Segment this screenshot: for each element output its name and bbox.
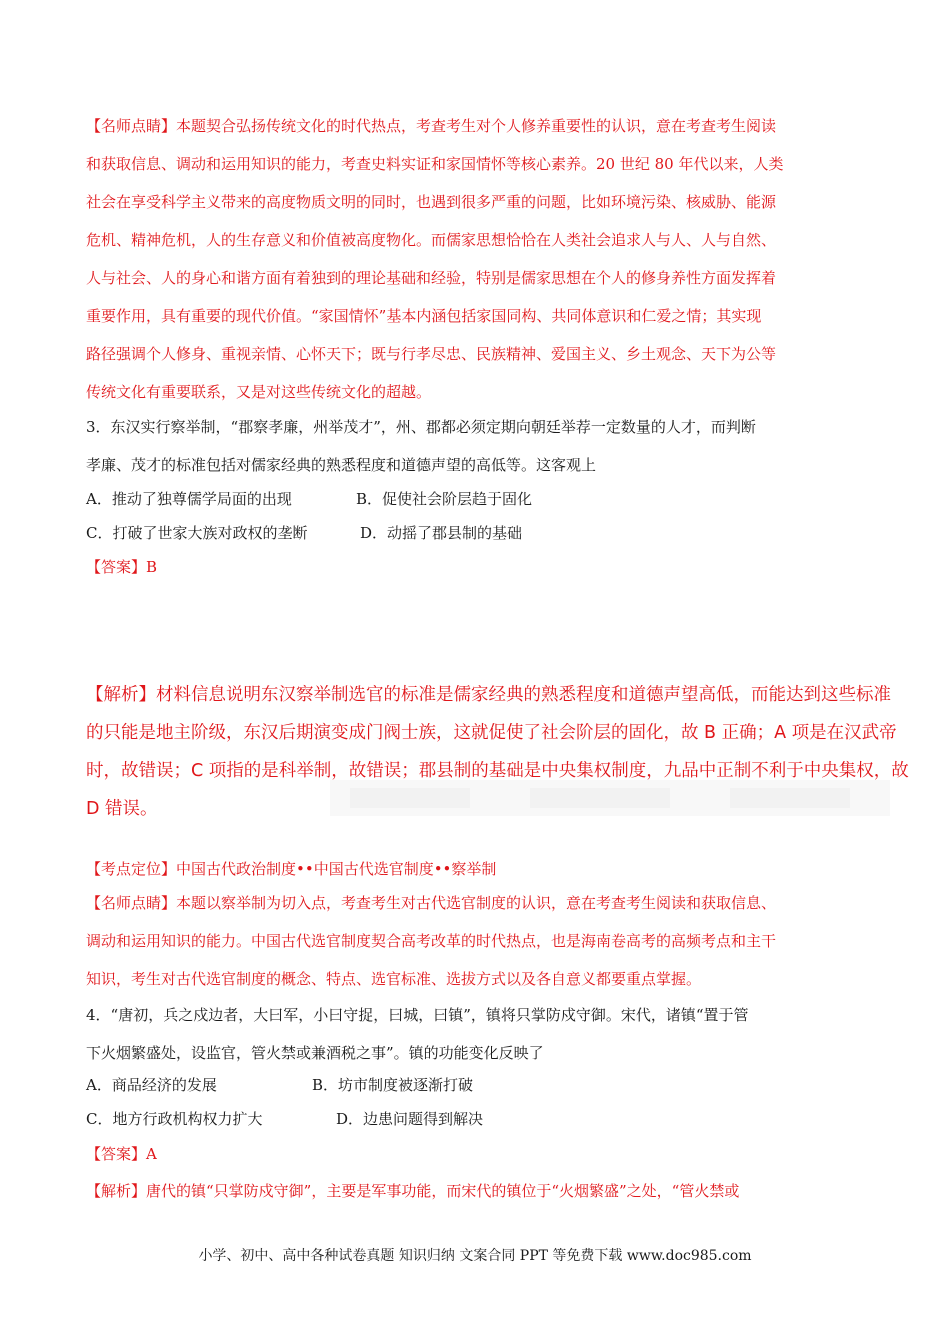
text-line: D 错误。 bbox=[86, 799, 158, 819]
question-4-stem bbox=[86, 996, 866, 1072]
q4-analysis: 【解析】唐代的镇“只掌防戍守御”，主要是军事功能，而宋代的镇位于“火烟繁盛”之处，“管火禁或 bbox=[86, 1182, 740, 1200]
text-line: 的只能是地主阶级，东汉后期演变成门阀士族，这就促使了社会阶层的固化，故 B 正确；A 项是在汉武帝 bbox=[86, 723, 897, 743]
text-line: 危机、精神危机，人的生存意义和价值被高度物化。而儒家思想恰恰在人类社会追求人与人、人与自然、 bbox=[86, 231, 777, 249]
text-line: 孝廉、茂才的标准包括对儒家经典的熟悉程度和道德声望的高低等。这客观上 bbox=[86, 456, 597, 474]
q3-answer: 【答案】B bbox=[86, 558, 158, 576]
q3-option-d: D．动摇了郡县制的基础 bbox=[360, 524, 523, 542]
text-line: 【名师点睛】本题契合弘扬传统文化的时代热点，考查考生对个人修养重要性的认识，意在考查考生阅读 bbox=[86, 117, 777, 135]
text-line: 【名师点睛】本题以察举制为切入点，考查考生对古代选官制度的认识，意在考查考生阅读和获取信息、 bbox=[86, 894, 777, 912]
text-line: 社会在享受科学主义带来的高度物质文明的同时，也遇到很多严重的问题，比如环境污染、核威胁、能源 bbox=[86, 193, 777, 211]
text-line: 时，故错误；C 项指的是科举制，故错误；郡县制的基础是中央集权制度，九品中正制不利于中央集权，故 bbox=[86, 761, 909, 781]
q4-option-d: D．边患问题得到解决 bbox=[336, 1110, 484, 1128]
text-line: 知识，考生对古代选官制度的概念、特点、选官标准、选拔方式以及各自意义都要重点掌握。 bbox=[86, 970, 702, 988]
q4-answer: 【答案】A bbox=[86, 1145, 157, 1163]
text-line: 路径强调个人修身、重视亲情、心怀天下；既与行孝尽忠、民族精神、爱国主义、乡土观念、天下为公等 bbox=[86, 345, 777, 363]
question-3-stem bbox=[86, 408, 866, 484]
text-line: 下火烟繁盛处，设监官，管火禁或兼酒税之事”。镇的功能变化反映了 bbox=[86, 1044, 544, 1062]
page-footer: 小学、初中、高中各种试卷真题 知识归纳 文案合同 PPT 等免费下载 www.doc985.com bbox=[198, 1248, 752, 1264]
text-line: 人与社会、人的身心和谐方面有着独到的理论基础和经验，特别是儒家思想在个人的修身养性方面发挥着 bbox=[86, 269, 777, 287]
q3-option-b: B．促使社会阶层趋于固化 bbox=[356, 490, 533, 508]
tip-paragraph-2 bbox=[86, 884, 866, 998]
q4-option-c: C．地方行政机构权力扩大 bbox=[86, 1110, 263, 1128]
watermark-image bbox=[330, 770, 890, 826]
text-line: 和获取信息、调动和运用知识的能力，考查史料实证和家国情怀等核心素养。20 世纪 80 年代以来，人类 bbox=[86, 155, 784, 173]
q3-option-c: C．打破了世家大族对政权的垄断 bbox=[86, 524, 308, 542]
text-line: 3．东汉实行察举制，“郡察孝廉，州举茂才”，州、郡都必须定期向朝廷举荐一定数量的人才，而判断 bbox=[86, 418, 756, 436]
text-line: 传统文化有重要联系，又是对这些传统文化的超越。 bbox=[86, 383, 432, 401]
tip-paragraph-1 bbox=[86, 107, 866, 411]
q4-option-b: B．坊市制度被逐渐打破 bbox=[312, 1076, 474, 1094]
q3-option-a: A．推动了独尊儒学局面的出现 bbox=[86, 490, 292, 508]
text-line: 【解析】材料信息说明东汉察举制选官的标准是儒家经典的熟悉程度和道德声望高低，而能达到这些标准 bbox=[86, 685, 891, 705]
q3-kaodian: 【考点定位】中国古代政治制度••中国古代选官制度••察举制 bbox=[86, 860, 497, 878]
text-line: 重要作用，具有重要的现代价值。“家国情怀”基本内涵包括家国同构、共同体意识和仁爱之情；其实现 bbox=[86, 307, 762, 325]
text-line: 调动和运用知识的能力。中国古代选官制度契合高考改革的时代热点，也是海南卷高考的高频考点和主干 bbox=[86, 932, 777, 950]
q4-option-a: A．商品经济的发展 bbox=[86, 1076, 217, 1094]
text-line: 4．“唐初，兵之戍边者，大曰军，小曰守捉，曰城，曰镇”，镇将只掌防戍守御。宋代，诸镇“置于管 bbox=[86, 1006, 749, 1024]
